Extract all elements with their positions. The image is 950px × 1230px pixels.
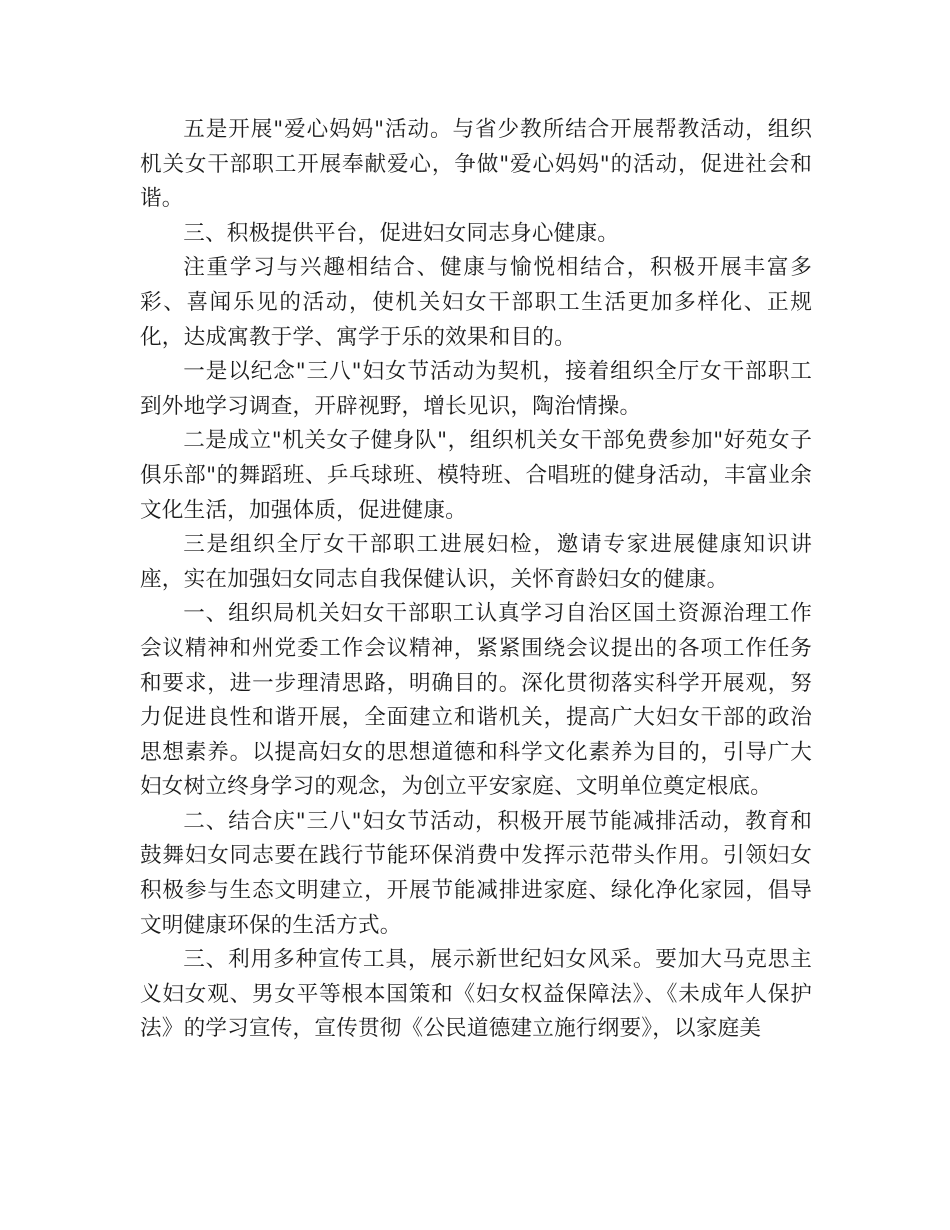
section-heading-platform: 三、积极提供平台，促进妇女同志身心健康。 (183, 220, 620, 246)
paragraph-energy-saving: 二、结合庆"三八"妇女节活动，积极开展节能减排活动，教育和鼓舞妇女同志要在践行节能环保消费中发挥示范带头作用。引领妇女积极参与生态文明建立，开展节能减排进家庭、绿化净化家园，倡导文明健康环保的生活方式。 (140, 808, 812, 938)
paragraph-fitness-team: 二是成立"机关女子健身队"，组织机关女干部免费参加"好苑女子俱乐部"的舞蹈班、乒乓球班、模特班、合唱班的健身活动，丰富业余文化生活，加强体质，促进健康。 (140, 428, 812, 523)
paragraph-aixin-mama: 五是开展"爱心妈妈"活动。与省少教所结合开展帮教活动，组织机关女干部职工开展奉献爱心，争做"爱心妈妈"的活动，促进社会和谐。 (140, 117, 812, 212)
paragraph-health-check: 三是组织全厅女干部职工进展妇检，邀请专家进展健康知识讲座，实在加强妇女同志自我保健认识，关怀育龄妇女的健康。 (140, 532, 812, 592)
paragraph-study-meeting: 一、组织局机关妇女干部职工认真学习自治区国土资源治理工作会议精神和州党委工作会议精神，紧紧围绕会议提出的各项工作任务和要求，进一步理清思路，明确目的。深化贯彻落实科学开展观，努力促进良性和谐开展，全面建立和谐机关，提高广大妇女干部的政治思想素养。以提高妇女的思想道德和科学文化素养为目的，引导广大妇女树立终身学习的观念，为创立平安家庭、文明单位奠定根底。 (140, 601, 812, 800)
paragraph-study-interest: 注重学习与兴趣相结合、健康与愉悦相结合，积极开展丰富多彩、喜闻乐见的活动，使机关妇女干部职工生活更加多样化、正规化，达成寓教于学、寓学于乐的效果和目的。 (140, 255, 812, 350)
paragraph-march-eighth: 一是以纪念"三八"妇女节活动为契机，接着组织全厅女干部职工到外地学习调查，开辟视野，增长见识，陶治情操。 (140, 359, 812, 419)
document-body (140, 113, 812, 1047)
paragraph-publicity: 三、利用多种宣传工具，展示新世纪妇女风采。要加大马克思主义妇女观、男女平等根本国策和《妇女权益保障法》、《未成年人保护法》的学习宣传，宣传贯彻《公民道德建立施行纲要》，以家庭美 (140, 947, 812, 1042)
